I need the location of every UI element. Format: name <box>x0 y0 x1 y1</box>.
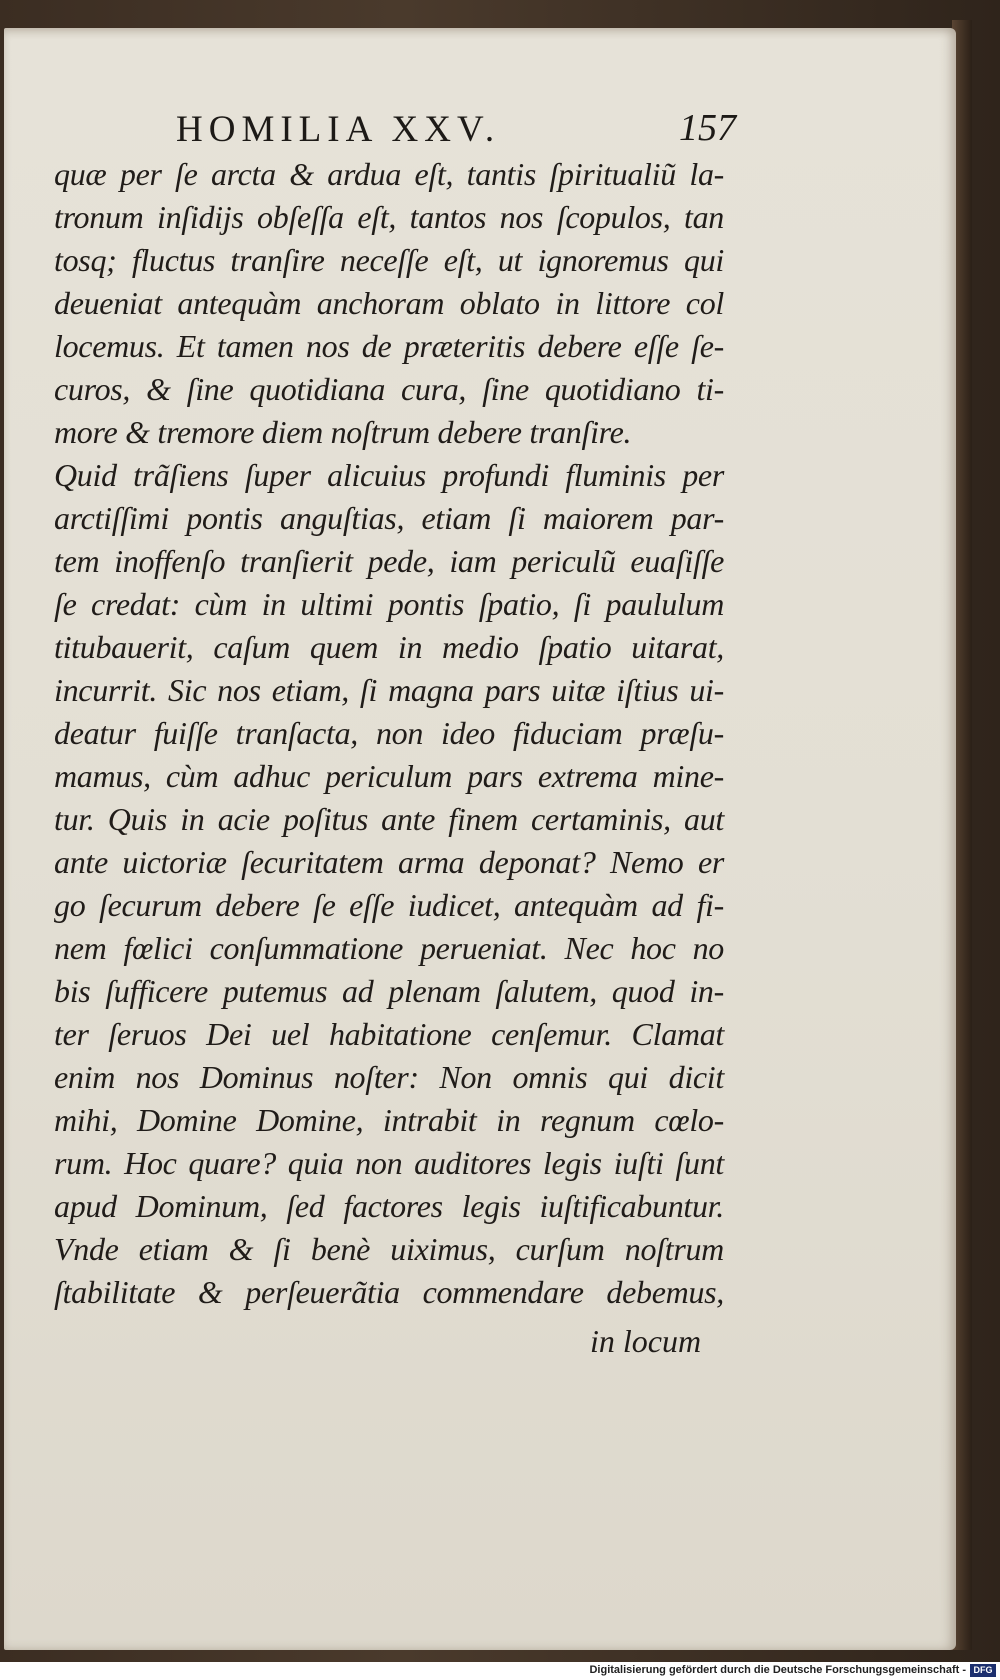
text-line: tur. Quis in acie poſitus ante finem certaminis, aut <box>54 801 724 837</box>
text-line: tem inoffenſo tranſierit pede, iam periculũ euaſiſſe <box>54 543 724 579</box>
text-line: enim nos Dominus noſter: Non omnis qui dicit <box>54 1059 724 1095</box>
text-line: incurrit. Sic nos etiam, ſi magna pars uitæ iſtius ui- <box>54 672 724 708</box>
text-line: curos, & ſine quotidiana cura, ſine quotidiano ti- <box>54 371 724 407</box>
catchword: in locum <box>590 1323 702 1359</box>
dfg-logo: DFG <box>970 1664 996 1677</box>
text-line: ſe credat: cùm in ultimi pontis ſpatio, ſi paululum <box>54 586 724 622</box>
text-line: rum. Hoc quare? quia non auditores legis iuſti ſunt <box>54 1145 724 1181</box>
text-line: deatur fuiſſe tranſacta, non ideo fiduciam præſu- <box>54 715 724 751</box>
text-line: apud Dominum, ſed factores legis iuſtificabuntur. <box>54 1188 724 1224</box>
text-line: arctiſſimi pontis anguſtias, etiam ſi maiorem par- <box>54 500 724 536</box>
text-line: mihi, Domine Domine, intrabit in regnum cœlo- <box>54 1102 724 1138</box>
text-line: mamus, cùm adhuc periculum pars extrema mine- <box>54 758 724 794</box>
text-line: locemus. Et tamen nos de præteritis debere eſſe ſe- <box>54 328 724 364</box>
text-line: nem fœlici conſummatione perueniat. Nec hoc no <box>54 930 724 966</box>
page-header <box>168 108 736 158</box>
body-text <box>54 153 724 1314</box>
digitization-credit: Digitalisierung gefördert durch die Deutsche Forschungsgemeinschaft - <box>589 1664 966 1676</box>
text-line: deueniat antequàm anchoram oblato in littore col <box>54 285 724 321</box>
text-line: tronum inſidijs obſeſſa eſt, tantos nos ſcopulos, tan <box>54 199 724 235</box>
text-line: go ſecurum debere ſe eſſe iudicet, antequàm ad fi- <box>54 887 724 923</box>
text-line: titubauerit, caſum quem in medio ſpatio uitarat, <box>54 629 724 665</box>
text-line: ante uictoriæ ſecuritatem arma deponat? Nemo er <box>54 844 724 880</box>
text-line: ſtabilitate & perſeuerãtia commendare debemus, <box>54 1274 724 1310</box>
text-line: more & tremore diem noſtrum debere tranſire. <box>54 414 632 450</box>
text-line: tosq; fluctus tranſire neceſſe eſt, ut ignoremus qui <box>54 242 724 278</box>
text-line: bis ſufficere putemus ad plenam ſalutem, quod in- <box>54 973 724 1009</box>
text-line: ter ſeruos Dei uel habitatione cenſemur. Clamat <box>54 1016 724 1052</box>
text-line: Quid trãſiens ſuper alicuius profundi fluminis per <box>54 457 724 493</box>
text-line: Vnde etiam & ſi benè uiximus, curſum noſtrum <box>54 1231 724 1267</box>
running-head: HOMILIA XXV. <box>176 109 501 150</box>
page-number: 157 <box>679 107 736 149</box>
text-line: quæ per ſe arcta & ardua eſt, tantis ſpiritualiũ la- <box>54 156 724 192</box>
